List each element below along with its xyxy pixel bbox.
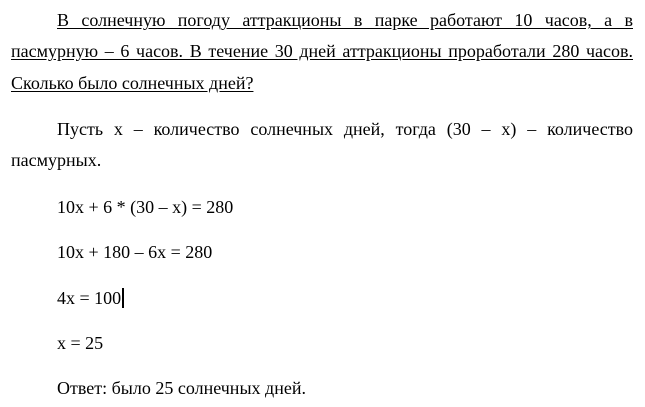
solution-intro-line-1: Пусть х – количество солнечных дней, тогда (30 – х) – количество (57, 119, 633, 139)
problem-line-3: Сколько было солнечных дней? (11, 73, 254, 93)
text-cursor (122, 288, 124, 308)
equation-2: 10х + 180 – 6х = 280 (57, 242, 213, 262)
equation-1: 10х + 6 * (30 – х) = 280 (57, 197, 234, 217)
equation-3-text: 4х = 100 (57, 288, 122, 308)
solution-intro-line-2: пасмурных. (11, 150, 102, 170)
problem-line-2: пасмурную – 6 часов. В течение 30 дней аттракционы проработали 280 часов. (11, 41, 633, 61)
answer-line: Ответ: было 25 солнечных дней. (57, 378, 306, 398)
problem-line-1: В солнечную погоду аттракционы в парке работают 10 часов, а в (57, 10, 633, 30)
equation-4: х = 25 (57, 333, 104, 353)
equation-3[interactable] (57, 288, 124, 308)
